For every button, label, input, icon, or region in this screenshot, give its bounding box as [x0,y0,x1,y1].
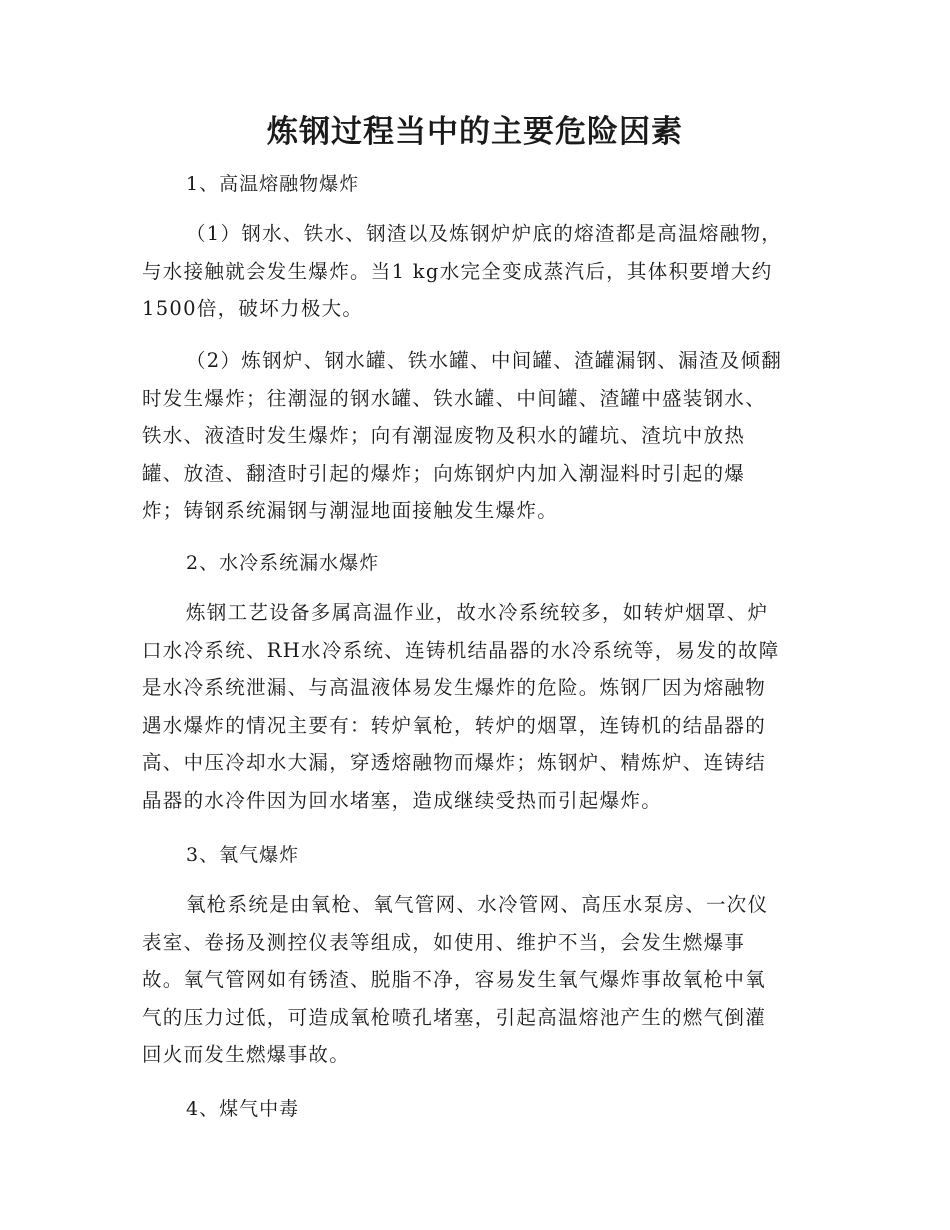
text-line: 与水接触就会发生爆炸。当1 kg水完全变成蒸汽后，其体积要增大约 [142,259,773,283]
text-line: 时发生爆炸；往潮湿的钢水罐、铁水罐、中间罐、渣罐中盛装钢水、 [142,386,767,410]
paragraph-1-1 [142,215,812,328]
paragraph-2-1 [142,594,812,819]
section-heading-1: 1、高温熔融物爆炸 [186,173,360,195]
text-line: 氧枪系统是由氧枪、氧气管网、水冷管网、高压水泵房、一次仪 [186,893,769,916]
text-line: （1）钢水、铁水、钢渣以及炼钢炉炉底的熔渣都是高温熔融物， [186,222,783,245]
page-title: 炼钢过程当中的主要危险因素 [267,114,683,150]
section-heading-3: 3、氧气爆炸 [186,844,300,866]
text-line: 口水冷系统、RH水冷系统、连铸机结晶器的水冷系统等，易发的故障 [142,638,780,662]
section-heading-2: 2、水冷系统漏水爆炸 [186,552,380,574]
text-line: 回火而发生燃爆事故。 [142,1043,351,1066]
text-line: 炸；铸钢系统漏钢与潮湿地面接触发生爆炸。 [142,499,559,522]
paragraph-1-2 [142,342,812,530]
paragraph-3-1 [142,886,812,1074]
text-line: 气的压力过低，可造成氧枪喷孔堵塞，引起高温熔池产生的燃气倒灌 [142,1005,767,1029]
text-line: 罐、放渣、翻渣时引起的爆炸；向炼钢炉内加入潮湿料时引起的爆 [142,461,746,485]
text-line: 炼钢工艺设备多属高温作业，故水冷系统较多，如转炉烟罩、炉 [186,601,769,624]
text-line: 1500倍，破坏力极大。 [142,297,364,320]
text-line: 是水冷系统泄漏、与高温液体易发生爆炸的危险。炼钢厂因为熔融物 [142,676,767,699]
text-line: 遇水爆炸的情况主要有：转炉氧枪，转炉的烟罩，连铸机的结晶器的 [142,713,767,737]
text-line: 故。氧气管网如有锈渣、脱脂不净，容易发生氧气爆炸事故氧枪中氧 [142,968,767,991]
section-heading-4: 4、煤气中毒 [186,1098,300,1120]
text-line: 铁水、液渣时发生爆炸；向有潮湿废物及积水的罐坑、渣坑中放热 [142,424,746,447]
text-line: 高、中压冷却水大漏，穿透熔融物而爆炸；炼钢炉、精炼炉、连铸结 [142,751,767,774]
text-line: （2）炼钢炉、钢水罐、铁水罐、中间罐、渣罐漏钢、漏渣及倾翻 [186,349,783,372]
text-line: 晶器的水冷件因为回水堵塞，造成继续受热而引起爆炸。 [142,788,663,812]
text-line: 表室、卷扬及测控仪表等组成，如使用、维护不当，会发生燃爆事 [142,930,746,954]
